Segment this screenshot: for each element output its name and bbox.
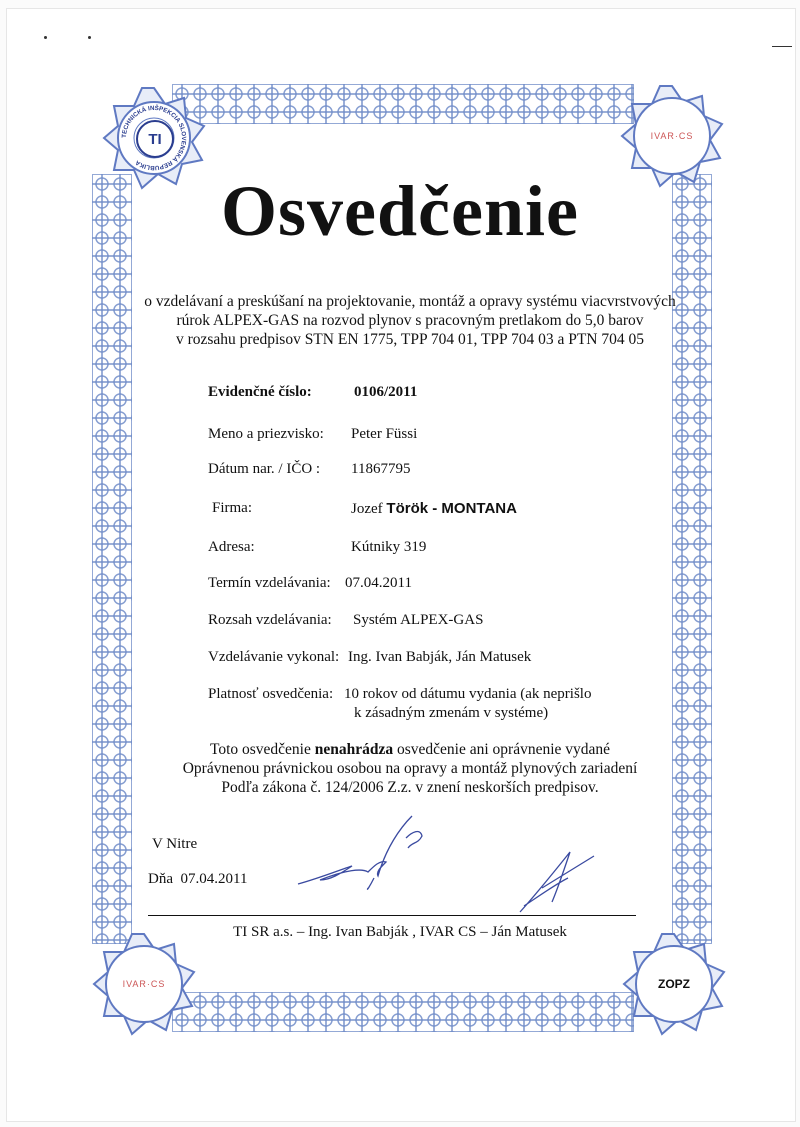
ornament-bottom — [172, 992, 634, 1032]
intro-line: v rozsahu predpisov STN EN 1775, TPP 704 01, TPP 704 03 a PTN 704 05 — [175, 331, 645, 348]
field-label: Dátum nar. / IČO : — [208, 461, 321, 477]
note-line — [120, 740, 700, 759]
ornament-top — [172, 84, 634, 124]
ivar-logo-text: IVAR·CS — [122, 979, 166, 989]
field-label: Adresa: — [208, 539, 255, 555]
field-value: Peter Füssi — [351, 426, 418, 442]
intro-line: o vzdelávaní a preskúšaní na projektovanie, montáž a opravy systému viacvrstvových — [144, 293, 676, 310]
field-value: Ing. Ivan Babják, Ján Matusek — [348, 649, 532, 665]
field-value — [351, 500, 517, 518]
field-value: k zásadným zmenám v systéme) — [354, 705, 549, 721]
ti-emblem: TI — [136, 120, 174, 158]
note-text: Toto osvedčenie — [209, 741, 315, 758]
field-value: 10 rokov od dátumu vydania (ak neprišlo — [344, 686, 592, 702]
date-label: Dňa — [148, 871, 173, 887]
field-label: Evidenčné číslo: — [208, 384, 312, 400]
firm-name-rest: Török - MONTANA — [386, 500, 517, 517]
field-value: Kútniky 319 — [351, 539, 427, 555]
ornament-right — [672, 174, 712, 944]
field-label: Termín vzdelávania: — [208, 575, 331, 591]
note-line: Podľa zákona č. 124/2006 Z.z. v znení neskorších predpisov. — [221, 779, 599, 796]
certificate-title: Osvedčenie — [221, 171, 579, 251]
field-value: 11867795 — [351, 461, 411, 477]
field-label: Rozsah vzdelávania: — [208, 612, 332, 628]
field-label: Meno a priezvisko: — [208, 426, 324, 442]
signature-matusek — [508, 848, 608, 918]
signature-line — [148, 915, 636, 916]
note-emphasis: nenahrádza — [314, 741, 394, 758]
issue-date — [148, 871, 247, 888]
field-value: 0106/2011 — [354, 384, 418, 400]
date-value: 07.04.2011 — [180, 871, 248, 887]
scan-speck — [44, 36, 47, 39]
note-text: osvedčenie ani oprávnenie vydané — [393, 741, 611, 758]
ivar-seal-bottom — [92, 932, 196, 1036]
field-label: Platnosť osvedčenia: — [208, 686, 334, 702]
field-label: Vzdelávanie vykonal: — [208, 649, 340, 665]
note-line: Oprávnenou právnickou osobou na opravy a montáž plynových zariadení — [182, 760, 638, 777]
signature-babjak — [290, 808, 440, 893]
firm-name-first: Jozef — [351, 501, 387, 517]
scan-speck — [88, 36, 91, 39]
certificate-intro — [120, 292, 700, 349]
issue-place: V Nitre — [152, 836, 198, 852]
field-label: Firma: — [212, 500, 252, 516]
intro-line: rúrok ALPEX-GAS na rozvod plynov s pracovným pretlakom do 5,0 barov — [176, 312, 644, 329]
svg-text:TECHNICKÁ INŠPEKCIA SLOVENSKÁ: TECHNICKÁ INŠPEKCIA SLOVENSKÁ REPUBLIKA — [120, 104, 188, 172]
field-value: Systém ALPEX-GAS — [353, 612, 484, 628]
field-value: 07.04.2011 — [345, 575, 412, 591]
signers-caption: TI SR a.s. – Ing. Ivan Babják , IVAR CS – Ján Matusek — [233, 924, 567, 940]
ornament-left — [92, 174, 132, 944]
zopz-logo-text: ZOPZ — [658, 977, 690, 991]
ivar-logo-text: IVAR·CS — [650, 131, 694, 141]
legal-note — [120, 740, 700, 797]
zopz-seal — [622, 932, 726, 1036]
scan-mark — [772, 46, 792, 47]
